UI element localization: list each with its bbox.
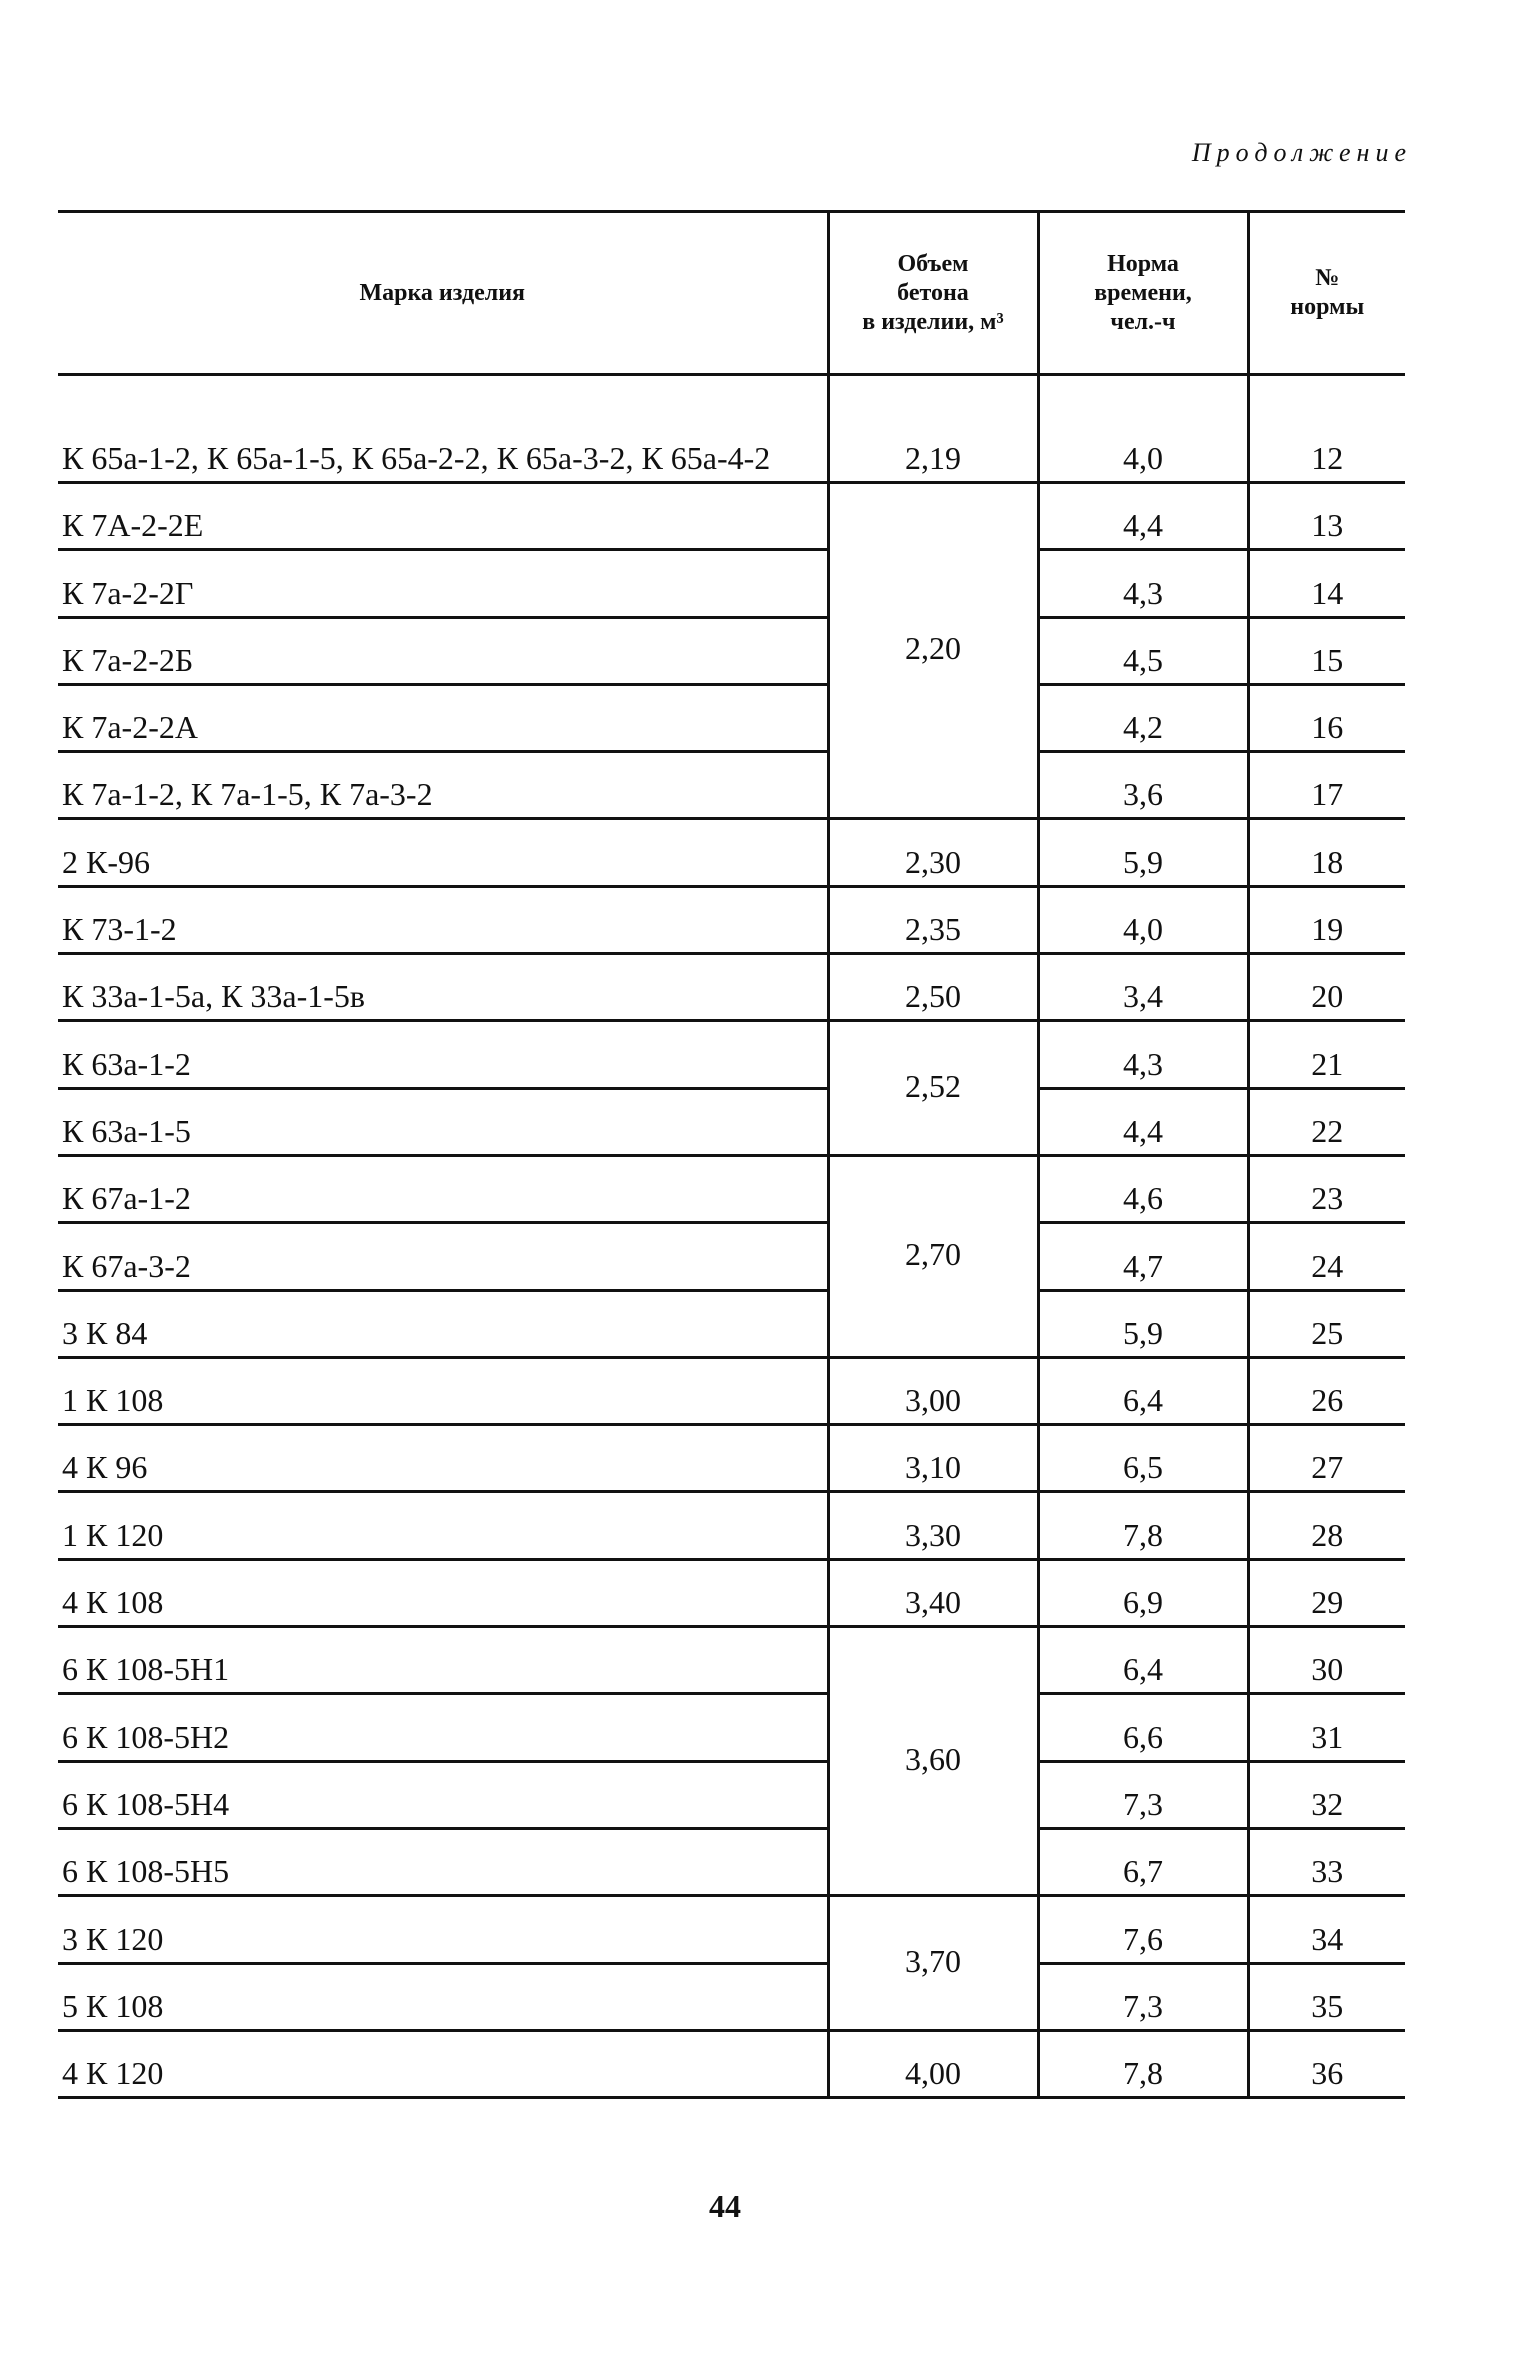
cell-mark: 2 К-96 [58,819,828,886]
cell-volume: 3,70 [828,1896,1038,2031]
table-row [58,617,1405,684]
cell-number: 14 [1248,550,1405,617]
cell-number: 21 [1248,1021,1405,1088]
table-row [58,1492,1405,1559]
cell-mark: 4 К 96 [58,1425,828,1492]
table-row [58,2030,1405,2097]
cell-mark: 6 К 108-5Н1 [58,1627,828,1694]
cell-norm: 5,9 [1038,819,1248,886]
cell-number: 13 [1248,483,1405,550]
table-row [58,483,1405,550]
table-row [58,1627,1405,1694]
cell-mark: К 7А-2-2Е [58,483,828,550]
cell-norm: 6,4 [1038,1627,1248,1694]
cell-mark: 4 К 120 [58,2030,828,2097]
cell-mark: К 7а-2-2Б [58,617,828,684]
norms-table [58,210,1405,2099]
table-row [58,886,1405,953]
cell-volume: 3,60 [828,1627,1038,1896]
cell-volume: 2,20 [828,483,1038,819]
table-row [58,1290,1405,1357]
cell-mark: 3 К 120 [58,1896,828,1963]
cell-volume: 2,35 [828,886,1038,953]
table-row [58,375,1405,483]
cell-mark: 3 К 84 [58,1290,828,1357]
cell-norm: 7,3 [1038,1761,1248,1828]
cell-number: 15 [1248,617,1405,684]
cell-norm: 6,6 [1038,1694,1248,1761]
cell-mark: 5 К 108 [58,1963,828,2030]
cell-number: 17 [1248,752,1405,819]
cell-mark: К 67а-3-2 [58,1223,828,1290]
cell-norm: 4,0 [1038,886,1248,953]
cell-mark: К 73-1-2 [58,886,828,953]
cell-volume: 3,00 [828,1357,1038,1424]
cell-number: 32 [1248,1761,1405,1828]
cell-norm: 7,3 [1038,1963,1248,2030]
cell-volume: 2,70 [828,1155,1038,1357]
cell-volume: 3,40 [828,1559,1038,1626]
table-row [58,1694,1405,1761]
cell-norm: 7,8 [1038,1492,1248,1559]
header-number: № нормы [1248,212,1405,375]
cell-mark: К 67а-1-2 [58,1155,828,1222]
cell-norm: 4,3 [1038,550,1248,617]
table-row [58,1828,1405,1895]
cell-number: 26 [1248,1357,1405,1424]
table-row [58,1896,1405,1963]
cell-volume: 3,30 [828,1492,1038,1559]
table-row [58,1021,1405,1088]
cell-mark: К 7а-1-2, К 7а-1-5, К 7а-3-2 [58,752,828,819]
cell-mark: 6 К 108-5Н2 [58,1694,828,1761]
cell-norm: 5,9 [1038,1290,1248,1357]
cell-number: 27 [1248,1425,1405,1492]
table-row [58,819,1405,886]
table-row [58,1559,1405,1626]
cell-norm: 4,2 [1038,684,1248,751]
cell-norm: 6,7 [1038,1828,1248,1895]
cell-norm: 6,9 [1038,1559,1248,1626]
cell-number: 19 [1248,886,1405,953]
cell-norm: 3,6 [1038,752,1248,819]
cell-number: 25 [1248,1290,1405,1357]
table-row [58,550,1405,617]
cell-norm: 7,6 [1038,1896,1248,1963]
cell-mark: 1 К 120 [58,1492,828,1559]
cell-norm: 6,5 [1038,1425,1248,1492]
cell-volume: 2,19 [828,375,1038,483]
table-row [58,1761,1405,1828]
table-row [58,1088,1405,1155]
cell-norm: 3,4 [1038,954,1248,1021]
cell-number: 35 [1248,1963,1405,2030]
cell-norm: 4,4 [1038,483,1248,550]
cell-number: 20 [1248,954,1405,1021]
header-volume: Объем бетона в изделии, м³ [828,212,1038,375]
cell-norm: 6,4 [1038,1357,1248,1424]
cell-norm: 4,5 [1038,617,1248,684]
cell-volume: 4,00 [828,2030,1038,2097]
table-row [58,1963,1405,2030]
cell-number: 31 [1248,1694,1405,1761]
cell-mark: 1 К 108 [58,1357,828,1424]
cell-number: 29 [1248,1559,1405,1626]
cell-volume: 2,52 [828,1021,1038,1156]
cell-norm: 7,8 [1038,2030,1248,2097]
cell-number: 36 [1248,2030,1405,2097]
cell-mark: 4 К 108 [58,1559,828,1626]
cell-norm: 4,3 [1038,1021,1248,1088]
table-row [58,1357,1405,1424]
cell-norm: 4,4 [1038,1088,1248,1155]
cell-norm: 4,0 [1038,375,1248,483]
table-row [58,1223,1405,1290]
cell-number: 28 [1248,1492,1405,1559]
cell-mark: К 7а-2-2А [58,684,828,751]
header-mark: Марка изделия [58,212,828,375]
cell-mark: К 33а-1-5а, К 33а-1-5в [58,954,828,1021]
cell-norm: 4,7 [1038,1223,1248,1290]
cell-number: 34 [1248,1896,1405,1963]
table-row [58,954,1405,1021]
cell-volume: 2,50 [828,954,1038,1021]
cell-number: 33 [1248,1828,1405,1895]
page-number: 44 [709,2188,741,2224]
cell-norm: 4,6 [1038,1155,1248,1222]
cell-number: 30 [1248,1627,1405,1694]
cell-mark: К 7а-2-2Г [58,550,828,617]
table-row [58,1155,1405,1222]
cell-mark: К 63а-1-5 [58,1088,828,1155]
cell-volume: 3,10 [828,1425,1038,1492]
table-row [58,752,1405,819]
cell-number: 23 [1248,1155,1405,1222]
cell-volume: 2,30 [828,819,1038,886]
cell-number: 24 [1248,1223,1405,1290]
header-norm: Норма времени, чел.-ч [1038,212,1248,375]
cell-mark: 6 К 108-5Н4 [58,1761,828,1828]
cell-mark: К 63а-1-2 [58,1021,828,1088]
table-row [58,1425,1405,1492]
cell-number: 16 [1248,684,1405,751]
cell-mark: К 65а-1-2, К 65а-1-5, К 65а-2-2, К 65а-3-2, К 65а-4-2 [58,375,828,483]
table-header-row [58,212,1405,375]
cell-number: 22 [1248,1088,1405,1155]
cell-number: 12 [1248,375,1405,483]
continuation-label: Продолжение [1191,138,1412,167]
table-row [58,684,1405,751]
cell-mark: 6 К 108-5Н5 [58,1828,828,1895]
cell-number: 18 [1248,819,1405,886]
